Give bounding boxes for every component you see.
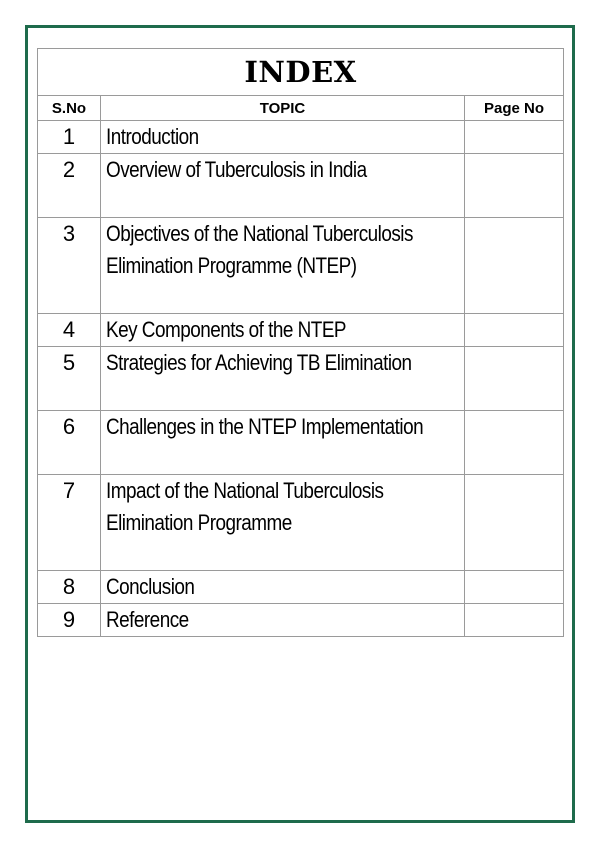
row-sno: 5 [38,347,101,411]
table-row [38,604,564,637]
row-topic-text: Strategies for Achieving TB Elimination [106,350,412,375]
title-row [38,49,564,96]
row-topic [101,604,465,637]
header-sno: S.No [38,96,101,121]
row-topic [101,218,465,314]
row-topic-text: Conclusion [106,574,195,599]
row-sno: 1 [38,121,101,154]
table-row [38,121,564,154]
row-page [465,604,564,637]
row-sno: 8 [38,571,101,604]
row-sno: 3 [38,218,101,314]
row-page [465,571,564,604]
row-topic [101,475,465,571]
row-topic [101,347,465,411]
row-topic [101,121,465,154]
row-topic-text: Objectives of the National Tuberculosis Elimination Programme (NTEP) [106,221,413,278]
row-page [465,411,564,475]
row-topic [101,571,465,604]
row-topic-text: Impact of the National Tuberculosis Elimination Programme [106,478,384,535]
table-row [38,347,564,411]
index-table [37,48,564,637]
row-page [465,154,564,218]
row-page [465,475,564,571]
table-row [38,475,564,571]
table-row [38,314,564,347]
table-row [38,218,564,314]
row-sno: 6 [38,411,101,475]
table-row [38,571,564,604]
row-page [465,121,564,154]
row-sno: 9 [38,604,101,637]
row-sno: 2 [38,154,101,218]
row-page [465,314,564,347]
row-topic [101,154,465,218]
row-sno: 4 [38,314,101,347]
row-topic-text: Overview of Tuberculosis in India [106,157,367,182]
header-row [38,96,564,121]
table-row [38,154,564,218]
row-page [465,218,564,314]
row-topic-text: Key Components of the NTEP [106,317,347,342]
row-page [465,347,564,411]
table-row [38,411,564,475]
row-topic [101,314,465,347]
index-title: INDEX [38,49,564,96]
row-topic [101,411,465,475]
header-page-no: Page No [465,96,564,121]
row-topic-text: Introduction [106,124,199,149]
header-topic: TOPIC [101,96,465,121]
row-topic-text: Challenges in the NTEP Implementation [106,414,424,439]
row-sno: 7 [38,475,101,571]
row-topic-text: Reference [106,607,189,632]
